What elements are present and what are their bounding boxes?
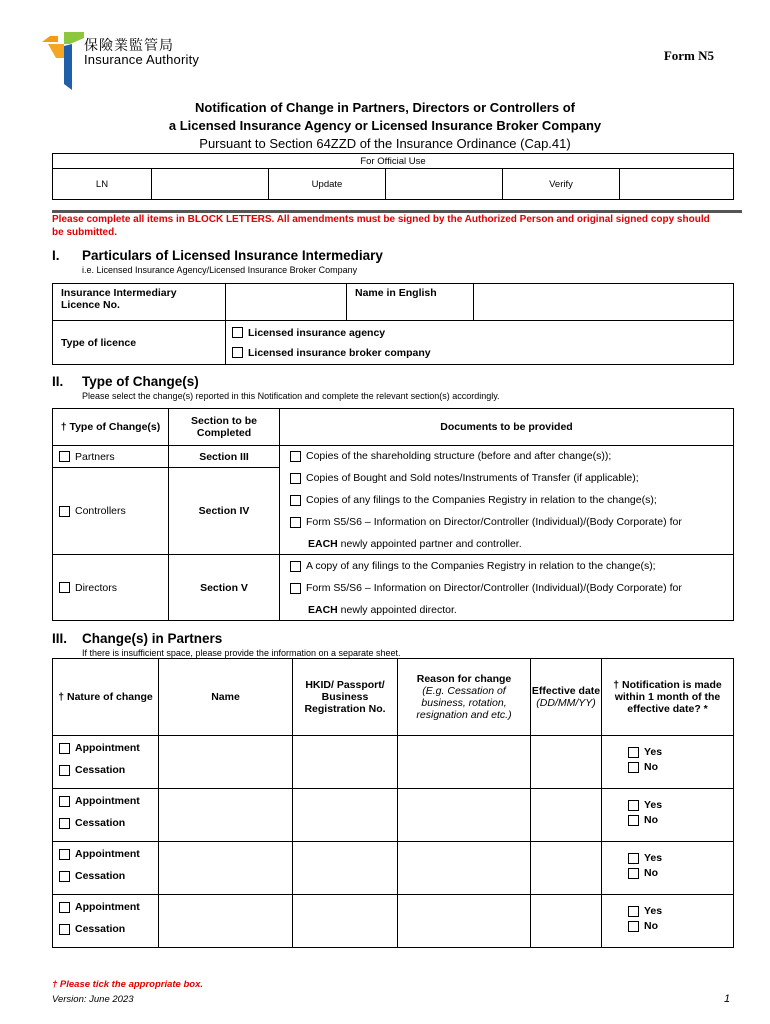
broker-option-label: Licensed insurance broker company bbox=[248, 346, 431, 359]
licence-no-field[interactable] bbox=[226, 284, 347, 321]
id-field[interactable] bbox=[293, 736, 398, 789]
doc-form-s5s6-checkbox[interactable] bbox=[290, 517, 301, 528]
tick-box-note: † Please tick the appropriate box. bbox=[52, 979, 203, 990]
block-letters-warning: Please complete all items in BLOCK LETTERS. All amendments must be signed by the Authorized Person and original signed copy should be submitted. bbox=[52, 214, 710, 238]
id-field[interactable] bbox=[293, 842, 398, 895]
doc-bought-sold-checkbox[interactable] bbox=[290, 473, 301, 484]
cessation-checkbox[interactable] bbox=[59, 871, 70, 882]
reason-example: (E.g. Cessation of business, rotation, resignation and etc.) bbox=[416, 685, 512, 721]
update-field[interactable] bbox=[386, 169, 503, 200]
org-name-english: Insurance Authority bbox=[84, 52, 200, 67]
doc-each-partner: newly appointed partner and controller. bbox=[337, 538, 522, 550]
page-number: 1 bbox=[724, 993, 731, 1005]
section-2-title: Type of Change(s) bbox=[82, 374, 199, 389]
date-field[interactable] bbox=[531, 842, 602, 895]
yes-checkbox[interactable] bbox=[628, 747, 639, 758]
id-field[interactable] bbox=[293, 789, 398, 842]
no-label: No bbox=[644, 761, 658, 773]
cessation-checkbox[interactable] bbox=[59, 924, 70, 935]
appointment-checkbox[interactable] bbox=[59, 743, 70, 754]
section-3-note: If there is insufficient space, please provide the information on a separate sheet. bbox=[82, 648, 401, 658]
ln-field[interactable] bbox=[152, 169, 269, 200]
title-line-1: Notification of Change in Partners, Directors or Controllers of bbox=[195, 100, 575, 115]
col-id-number: HKID/ Passport/ Business Registration No. bbox=[293, 659, 398, 736]
subtitle: Pursuant to Section 64ZZD of the Insurance Ordinance (Cap.41) bbox=[199, 136, 571, 151]
notification-cell bbox=[602, 789, 734, 842]
controllers-checkbox[interactable] bbox=[59, 506, 70, 517]
org-name-chinese: 保險業監管局 bbox=[84, 37, 174, 53]
yes-label: Yes bbox=[644, 852, 663, 864]
licence-type-label: Type of licence bbox=[53, 321, 226, 365]
doc-shareholding-checkbox[interactable] bbox=[290, 451, 301, 462]
doc-filings-checkbox[interactable] bbox=[290, 495, 301, 506]
cessation-label: Cessation bbox=[75, 764, 126, 776]
appointment-label: Appointment bbox=[75, 848, 140, 860]
appointment-label: Appointment bbox=[75, 901, 140, 913]
cessation-label: Cessation bbox=[75, 817, 126, 829]
name-field[interactable] bbox=[159, 842, 293, 895]
title-line-2: a Licensed Insurance Agency or Licensed Insurance Broker Company bbox=[168, 118, 602, 133]
date-field[interactable] bbox=[531, 895, 602, 948]
reason-field[interactable] bbox=[398, 736, 531, 789]
official-use-heading: For Official Use bbox=[53, 154, 734, 169]
doc-director-form-checkbox[interactable] bbox=[290, 583, 301, 594]
no-label: No bbox=[644, 920, 658, 932]
licence-no-label: Insurance Intermediary Licence No. bbox=[53, 284, 226, 321]
doc-bought-sold: Copies of Bought and Sold notes/Instruments of Transfer (if applicable); bbox=[306, 472, 639, 484]
appointment-checkbox[interactable] bbox=[59, 796, 70, 807]
effective-date-format: (DD/MM/YY) bbox=[536, 697, 596, 709]
doc-form-s5s6: Form S5/S6 – Information on Director/Controller (Individual)/(Body Corporate) for bbox=[306, 516, 682, 528]
broker-checkbox[interactable] bbox=[232, 347, 243, 358]
col-reason bbox=[398, 659, 531, 736]
doc-each-bold: EACH bbox=[308, 538, 338, 550]
directors-section: Section V bbox=[169, 555, 280, 621]
yes-checkbox[interactable] bbox=[628, 853, 639, 864]
section-3-number: III. bbox=[52, 631, 68, 646]
section-3-title: Change(s) in Partners bbox=[82, 631, 223, 646]
directors-label: Directors bbox=[75, 581, 118, 594]
no-checkbox[interactable] bbox=[628, 868, 639, 879]
reason-field[interactable] bbox=[398, 842, 531, 895]
yes-label: Yes bbox=[644, 905, 663, 917]
controllers-section: Section IV bbox=[169, 468, 280, 555]
section-2-note: Please select the change(s) reported in this Notification and complete the relevant section(s) accordingly. bbox=[82, 391, 500, 401]
col-type-of-change: † Type of Change(s) bbox=[53, 409, 169, 446]
licence-type-options bbox=[226, 321, 734, 365]
col-documents: Documents to be provided bbox=[280, 409, 734, 446]
yes-checkbox[interactable] bbox=[628, 906, 639, 917]
appointment-checkbox[interactable] bbox=[59, 902, 70, 913]
doc-director-filings-checkbox[interactable] bbox=[290, 561, 301, 572]
name-field[interactable] bbox=[159, 895, 293, 948]
appointment-checkbox[interactable] bbox=[59, 849, 70, 860]
no-checkbox[interactable] bbox=[628, 921, 639, 932]
cessation-checkbox[interactable] bbox=[59, 765, 70, 776]
col-notification: † Notification is made within 1 month of the effective date? * bbox=[602, 659, 734, 736]
doc-each-director-bold: EACH bbox=[308, 604, 338, 616]
verify-field[interactable] bbox=[620, 169, 734, 200]
agency-checkbox[interactable] bbox=[232, 327, 243, 338]
name-english-field[interactable] bbox=[474, 284, 734, 321]
name-field[interactable] bbox=[159, 789, 293, 842]
name-field[interactable] bbox=[159, 736, 293, 789]
intermediary-particulars-table bbox=[52, 283, 734, 365]
date-field[interactable] bbox=[531, 736, 602, 789]
notification-cell bbox=[602, 895, 734, 948]
ln-label: LN bbox=[53, 169, 152, 200]
reason-heading: Reason for change bbox=[416, 673, 512, 685]
doc-director-filings: A copy of any filings to the Companies Registry in relation to the change(s); bbox=[306, 560, 656, 572]
id-field[interactable] bbox=[293, 895, 398, 948]
form-number: Form N5 bbox=[663, 48, 714, 63]
yes-label: Yes bbox=[644, 746, 663, 758]
name-english-label: Name in English bbox=[347, 284, 474, 321]
col-effective-date bbox=[531, 659, 602, 736]
section-2-number: II. bbox=[52, 374, 64, 389]
official-use-table bbox=[52, 153, 734, 200]
section-1-note: i.e. Licensed Insurance Agency/Licensed Insurance Broker Company bbox=[82, 265, 358, 275]
agency-option-label: Licensed insurance agency bbox=[248, 326, 386, 339]
notification-cell bbox=[602, 736, 734, 789]
cessation-label: Cessation bbox=[75, 923, 126, 935]
section-1-number: I. bbox=[52, 248, 60, 263]
no-checkbox[interactable] bbox=[628, 815, 639, 826]
controllers-label: Controllers bbox=[75, 505, 126, 517]
effective-date-heading: Effective date bbox=[531, 685, 601, 697]
col-nature: † Nature of change bbox=[53, 659, 159, 736]
directors-checkbox[interactable] bbox=[59, 582, 70, 593]
reason-field[interactable] bbox=[398, 895, 531, 948]
no-label: No bbox=[644, 867, 658, 879]
section-1-title: Particulars of Licensed Insurance Intermediary bbox=[82, 248, 383, 263]
col-section: Section to be Completed bbox=[169, 409, 280, 446]
reason-field[interactable] bbox=[398, 789, 531, 842]
col-name: Name bbox=[159, 659, 293, 736]
partners-checkbox[interactable] bbox=[59, 451, 70, 462]
doc-each-director: newly appointed director. bbox=[337, 604, 457, 616]
cessation-label: Cessation bbox=[75, 870, 126, 882]
partners-section: Section III bbox=[169, 446, 280, 468]
partners-label: Partners bbox=[75, 450, 115, 463]
no-checkbox[interactable] bbox=[628, 762, 639, 773]
notification-cell bbox=[602, 842, 734, 895]
yes-checkbox[interactable] bbox=[628, 800, 639, 811]
date-field[interactable] bbox=[531, 789, 602, 842]
doc-director-form: Form S5/S6 – Information on Director/Controller (Individual)/(Body Corporate) for bbox=[306, 582, 682, 594]
appointment-label: Appointment bbox=[75, 795, 140, 807]
verify-label: Verify bbox=[503, 169, 620, 200]
doc-filings: Copies of any filings to the Companies Registry in relation to the change(s); bbox=[306, 494, 657, 506]
update-label: Update bbox=[269, 169, 386, 200]
yes-label: Yes bbox=[644, 799, 663, 811]
cessation-checkbox[interactable] bbox=[59, 818, 70, 829]
no-label: No bbox=[644, 814, 658, 826]
doc-shareholding: Copies of the shareholding structure (before and after change(s)); bbox=[306, 450, 612, 462]
appointment-label: Appointment bbox=[75, 742, 140, 754]
version-label: Version: June 2023 bbox=[52, 994, 134, 1005]
